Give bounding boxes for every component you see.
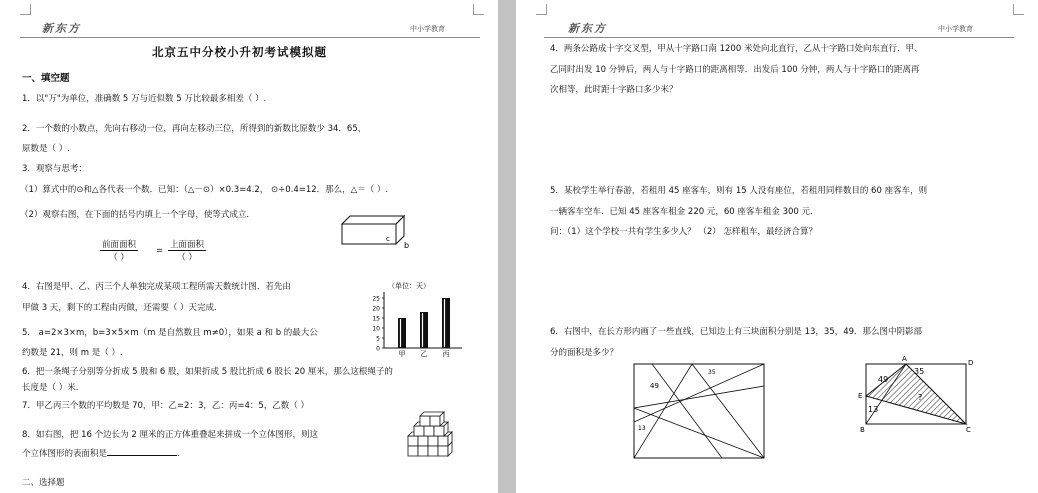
figure1-label-13: 13 <box>638 425 646 432</box>
figure2-label-question: ? <box>918 393 923 402</box>
chart-bar <box>398 318 406 348</box>
question-5-line3: 问：（1）这个学校一共有学生多少人？ （2） 怎样租车，最经济合算？ <box>550 227 817 237</box>
equals-sign: = <box>156 246 164 256</box>
figure2-label-E: E <box>858 392 863 400</box>
figure1-label-35: 35 <box>708 369 716 376</box>
question-4-line2: 乙同时出发 10 分钟后，两人与十字路口的距离相等．出发后 100 分钟，两人与十字路口的距离再 <box>550 65 920 75</box>
question-6-line2: 长度是（ ）米． <box>22 383 85 393</box>
figure2-label-B: B <box>860 426 865 434</box>
chart-x-tick-label: 甲 <box>398 350 406 358</box>
cuboid-label-b: b <box>404 241 410 250</box>
chart-y-tick-label: 0 <box>376 345 380 353</box>
figure2-label-35: 35 <box>914 367 925 376</box>
figure1-label-49: 49 <box>650 382 659 390</box>
header-rule <box>544 37 1014 38</box>
question-8-line1: 8．如右图，把 16 个边长为 2 厘米的正方体重叠起来拼成一个立体图形，则这 <box>22 430 318 440</box>
page-title: 北京五中分校小升初考试模拟题 <box>152 45 327 59</box>
chart-y-tick-label: 20 <box>372 305 380 313</box>
header-rule <box>20 37 480 38</box>
question-5-line2: 一辆客车空车．已知 45 座客车租金 220 元，60 座客车租金 300 元． <box>550 207 819 217</box>
figure2-label-13: 13 <box>868 405 879 414</box>
question-5-line2: 约数是 21，则 m 是（ ）. <box>22 348 123 358</box>
question-4-line1: 4．右图是甲、乙、丙三个人单独完成某项工程所需天数统计图．若先由 <box>22 282 291 292</box>
fraction-top-area: 上面面积 （ ） <box>170 240 205 263</box>
page-corner-mark <box>536 4 547 15</box>
question-3: 3．观察与思考： <box>22 164 87 174</box>
figure2-label-49: 49 <box>878 375 889 384</box>
fraction-front-area: 前面面积 （ ） <box>102 240 137 263</box>
question-3-part2: （2）观察右图，在下面的括号内填上一个字母，使等式成立． <box>20 210 255 220</box>
answer-blank <box>107 447 177 456</box>
cuboid-figure <box>336 210 416 250</box>
question-6-line1: 6．把一条绳子分别等分折成 5 股和 6 股，如果折成 5 股比折成 6 股长 20 厘米，那么这根绳子的 <box>22 367 393 377</box>
question-3-part1: （1）算式中的⊙和△各代表一个数．已知：（△－⊙）×0.3=4.2， ⊙÷0.4=12．那么，△＝（ ）. <box>20 185 389 195</box>
chart-x-tick-label: 乙 <box>420 350 428 358</box>
shaded-triangle-figure <box>856 352 976 434</box>
question-6-line2: 分的面积是多少？ <box>550 348 619 358</box>
figure2-label-D: D <box>968 359 974 367</box>
chart-x-tick-label: 丙 <box>442 350 450 358</box>
section-heading-fill: 一、填空题 <box>22 73 70 84</box>
page-right <box>516 0 1038 493</box>
chart-bar <box>420 312 428 348</box>
question-1: 1．以"万"为单位，准确数 5 万与近似数 5 万比较最多相差（ ）. <box>22 94 267 104</box>
question-2-line2: 原数是（ ）. <box>22 144 70 154</box>
question-2-line1: 2．一个数的小数点，先向右移动一位，再向左移动三位，所得到的新数比原数少 34．65， <box>22 124 367 134</box>
chart-bar <box>442 298 450 348</box>
page-corner-mark <box>473 4 484 15</box>
question-7: 7．甲乙丙三个数的平均数是 70，甲：乙=2：3，乙：丙=4：5，乙数（ ） <box>22 401 310 411</box>
chart-y-tick-label: 15 <box>372 315 380 323</box>
bar-chart-days <box>364 280 474 358</box>
cuboid-label-c: c <box>386 235 390 243</box>
question-5-line1: 5．某校学生举行春游，若租用 45 座客车，则有 15 人没有座位，若租用同样数目的 60 座客车，则 <box>550 186 928 196</box>
page-left <box>0 0 498 493</box>
page-corner-mark <box>1013 4 1024 15</box>
header-right-text: 中小学教育 <box>410 25 445 33</box>
question-4-line3: 次相等，此时距十字路口多少米？ <box>550 85 678 95</box>
question-8-line2: 个立体图形的表面积是 . <box>22 449 180 459</box>
question-4-line2: 甲做 3 天，剩下的工程由丙做，还需要（ ）天完成． <box>22 303 223 313</box>
rectangle-lines-figure <box>632 362 768 460</box>
chart-y-tick-label: 10 <box>372 325 380 333</box>
page-gutter <box>498 0 516 493</box>
page-corner-mark <box>20 4 31 15</box>
chart-y-tick-label: 25 <box>372 295 380 303</box>
chart-title: （单位：天） <box>388 282 430 290</box>
figure2-label-C: C <box>966 426 971 434</box>
figure2-label-A: A <box>902 355 907 363</box>
section-heading-choice: 二、选择题 <box>22 478 65 488</box>
stacked-cubes-figure <box>404 410 460 458</box>
header-logo: 新东方 <box>568 22 607 35</box>
chart-y-tick-label: 5 <box>376 335 380 343</box>
header-right-text: 中小学教育 <box>938 25 973 33</box>
question-6-line1: 6．右图中，在长方形内画了一些直线，已知边上有三块面积分别是 13，35，49．那么图中阴影部 <box>550 327 923 337</box>
question-5-line1: 5． a=2×3×m，b=3×5×m（m 是自然数且 m≠0），如果 a 和 b 的最大公 <box>22 328 318 338</box>
question-4-line1: 4．两条公路成十字交叉型，甲从十字路口南 1200 米处向北直行，乙从十字路口处向东直行．甲、 <box>550 44 923 54</box>
header-logo: 新东方 <box>42 22 81 35</box>
